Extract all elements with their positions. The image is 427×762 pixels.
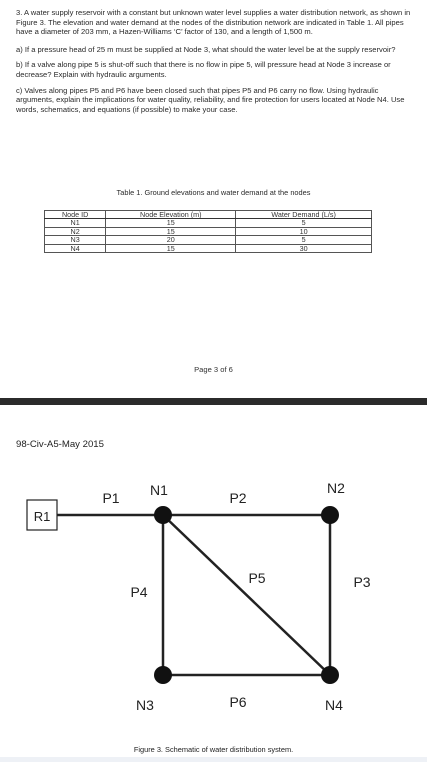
page-bottom-edge: [0, 757, 427, 762]
cell-demand: 10: [236, 227, 372, 235]
pipe-label-p3: P3: [353, 574, 371, 590]
network-schematic: [0, 405, 427, 757]
table-header-row: [45, 211, 372, 219]
node-label-n1: N1: [150, 482, 168, 498]
node-n1: [154, 506, 172, 524]
problem-intro: 3. A water supply reservoir with a constant but unknown water level supplies a water distribution network, as shown in Figure 3. The elevation and water demand at the nodes of the distribution network are indicated in Table 1. All pipes have a diameter of 203 mm, a Hazen-Williams ‘C’ factor of 130, and a length of 1,500 m.: [16, 8, 411, 37]
pipe-label-p2: P2: [229, 490, 247, 506]
header-water-demand: Water Demand (L/s): [236, 211, 372, 219]
pipe-label-p6: P6: [229, 694, 247, 710]
page-number: Page 3 of 6: [194, 365, 233, 374]
cell-node-id: N4: [45, 244, 106, 252]
table-row: [45, 219, 372, 227]
exam-code: 98-Civ-A5-May 2015: [16, 439, 104, 450]
cell-elevation: 15: [106, 227, 236, 235]
node-n3: [154, 666, 172, 684]
node-n4: [321, 666, 339, 684]
cell-demand: 30: [236, 244, 372, 252]
problem-statement: [16, 8, 414, 120]
figure-caption: Figure 3. Schematic of water distribution system.: [133, 745, 294, 754]
pipe-p5: [163, 515, 330, 675]
table-caption: Table 1. Ground elevations and water demand at the nodes: [116, 188, 311, 197]
header-node-elevation: Node Elevation (m): [106, 211, 236, 219]
problem-part-a: a) If a pressure head of 25 m must be supplied at Node 3, what should the water level be at the supply reservoir?: [16, 44, 396, 54]
cell-node-id: N2: [45, 227, 106, 235]
node-label-n2: N2: [327, 480, 345, 496]
cell-node-id: N1: [45, 219, 106, 227]
pipe-label-p1: P1: [102, 490, 120, 506]
problem-part-b: b) If a valve along pipe 5 is shut-off such that there is no flow in pipe 5, will pressure head at Node 3 increase or decrease? Explain with hydraulic arguments.: [16, 60, 391, 79]
cell-demand: 5: [236, 219, 372, 227]
pipe-label-p5: P5: [248, 570, 266, 586]
reservoir-label: R1: [33, 509, 51, 524]
node-n2: [321, 506, 339, 524]
table-row: [45, 236, 372, 244]
cell-node-id: N3: [45, 236, 106, 244]
cell-elevation: 15: [106, 219, 236, 227]
node-data-table: [44, 210, 372, 253]
cell-elevation: 20: [106, 236, 236, 244]
table-row: [45, 227, 372, 235]
header-node-id: Node ID: [45, 211, 106, 219]
page-separator: [0, 398, 427, 405]
cell-elevation: 15: [106, 244, 236, 252]
problem-part-c: c) Valves along pipes P5 and P6 have been closed such that pipes P5 and P6 carry no flow. Using hydraulic arguments, explain the implications for water quality, reliability, and fire protection for users located at Node N4. Use words, schematics, and equations (if possible) to make your case.: [16, 85, 405, 114]
cell-demand: 5: [236, 236, 372, 244]
node-label-n3: N3: [136, 697, 154, 713]
node-label-n4: N4: [325, 697, 343, 713]
table-row: [45, 244, 372, 252]
pipe-label-p4: P4: [130, 584, 148, 600]
